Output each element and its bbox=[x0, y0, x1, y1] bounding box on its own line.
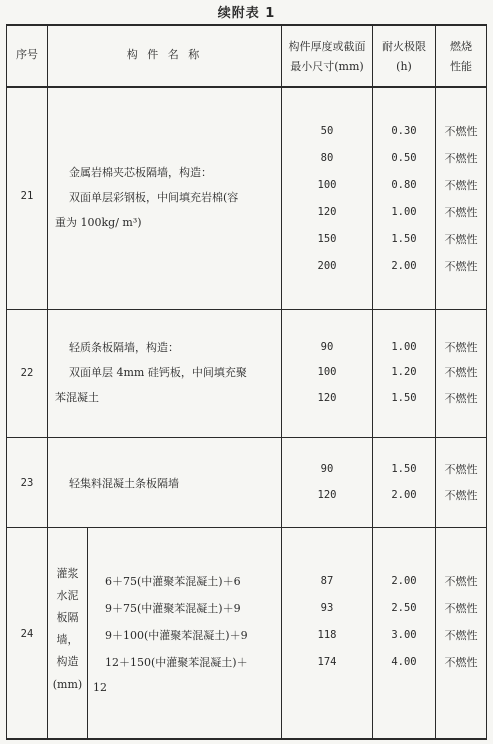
row-23-seq: 23 bbox=[20, 477, 34, 489]
row-24-thickness: 118 bbox=[317, 629, 337, 641]
row-divider bbox=[7, 309, 486, 310]
row-24-label-line: (mm) bbox=[52, 678, 83, 691]
row-21-thickness: 80 bbox=[320, 152, 334, 164]
row-22-burn: 不燃性 bbox=[444, 366, 478, 379]
row-22-desc-line2: 双面单层 4mm 硅钙板，中间填充聚 bbox=[69, 366, 247, 379]
header-divider bbox=[7, 86, 486, 88]
row-21-fire: 0.30 bbox=[391, 125, 417, 137]
header-thickness-line2: 最小尺寸(mm) bbox=[290, 60, 364, 73]
row-21-thickness: 100 bbox=[317, 179, 337, 191]
row-24-burn: 不燃性 bbox=[444, 575, 478, 588]
row-24-thickness: 93 bbox=[320, 602, 334, 614]
row-21-burn: 不燃性 bbox=[444, 152, 478, 165]
row-22-desc-line1: 轻质条板隔墙，构造： bbox=[69, 341, 179, 354]
row-21-thickness: 150 bbox=[317, 233, 337, 245]
row-24-burn: 不燃性 bbox=[444, 602, 478, 615]
row-21-burn: 不燃性 bbox=[444, 179, 478, 192]
row-24-label-line: 板隔 bbox=[56, 611, 79, 624]
row-21-desc-line2: 双面单层彩钢板，中间填充岩棉(容 bbox=[69, 191, 239, 204]
row-21-burn: 不燃性 bbox=[444, 260, 478, 273]
row-24-fire: 4.00 bbox=[391, 656, 417, 668]
row-divider bbox=[7, 527, 486, 528]
row-21-thickness: 50 bbox=[320, 125, 334, 137]
header-fire-line2: (h) bbox=[396, 60, 412, 73]
row-21-desc-line3: 重为 100kg/ m³) bbox=[55, 216, 142, 229]
row-24-desc-line: 9＋100(中灌聚苯混凝土)＋9 bbox=[105, 629, 248, 642]
row-24-fire: 2.00 bbox=[391, 575, 417, 587]
row-21-burn: 不燃性 bbox=[444, 125, 478, 138]
row-24-burn: 不燃性 bbox=[444, 629, 478, 642]
row-22-thickness: 100 bbox=[317, 366, 337, 378]
header-thickness-line1: 构件厚度或截面 bbox=[288, 40, 366, 53]
row-22-thickness: 90 bbox=[320, 341, 334, 353]
row-21-fire: 1.50 bbox=[391, 233, 417, 245]
row-24-label-line: 灌浆 bbox=[56, 567, 79, 580]
header-seq: 序号 bbox=[16, 48, 38, 61]
fire-resistance-table bbox=[6, 24, 487, 740]
row-divider bbox=[7, 437, 486, 438]
row-24-label-line: 水泥 bbox=[56, 589, 79, 602]
row-21-thickness: 120 bbox=[317, 206, 337, 218]
header-burn-line1: 燃烧 bbox=[450, 40, 472, 53]
row-23-burn: 不燃性 bbox=[444, 489, 478, 502]
row-21-fire: 0.80 bbox=[391, 179, 417, 191]
row-24-desc-line: 12 bbox=[93, 681, 107, 694]
row-22-thickness: 120 bbox=[317, 392, 337, 404]
row-24-fire: 3.00 bbox=[391, 629, 417, 641]
row-21-desc-line1: 金属岩棉夹芯板隔墙，构造： bbox=[69, 166, 212, 179]
row-21-fire: 0.50 bbox=[391, 152, 417, 164]
row-22-fire: 1.00 bbox=[391, 341, 417, 353]
row-23-fire: 1.50 bbox=[391, 463, 417, 475]
header-burn-line2: 性能 bbox=[450, 60, 472, 73]
row-23-desc: 轻集料混凝土条板隔墙 bbox=[69, 477, 179, 490]
row-21-burn: 不燃性 bbox=[444, 233, 478, 246]
row-21-fire: 2.00 bbox=[391, 260, 417, 272]
row-21-thickness: 200 bbox=[317, 260, 337, 272]
row-22-fire: 1.20 bbox=[391, 366, 417, 378]
row-23-burn: 不燃性 bbox=[444, 463, 478, 476]
row-22-seq: 22 bbox=[20, 367, 34, 379]
row-24-fire: 2.50 bbox=[391, 602, 417, 614]
header-component: 构 件 名 称 bbox=[126, 48, 203, 61]
row-23-thickness: 120 bbox=[317, 489, 337, 501]
row-24-seq: 24 bbox=[20, 628, 34, 640]
row-24-desc-line: 6＋75(中灌聚苯混凝土)＋6 bbox=[105, 575, 241, 588]
row-22-desc-line3: 苯混凝土 bbox=[55, 391, 99, 404]
row-21-seq: 21 bbox=[20, 190, 34, 202]
row-23-fire: 2.00 bbox=[391, 489, 417, 501]
row-24-label-line: 墙， bbox=[56, 633, 79, 646]
row-22-burn: 不燃性 bbox=[444, 341, 478, 354]
row-24-label-line: 构造 bbox=[56, 655, 79, 668]
row-21-burn: 不燃性 bbox=[444, 206, 478, 219]
row-22-burn: 不燃性 bbox=[444, 392, 478, 405]
header-fire-line1: 耐火极限 bbox=[382, 40, 426, 53]
row-24-desc-line: 9＋75(中灌聚苯混凝土)＋9 bbox=[105, 602, 241, 615]
row-21-fire: 1.00 bbox=[391, 206, 417, 218]
row-24-desc-line: 12＋150(中灌聚苯混凝土)＋ bbox=[105, 656, 248, 669]
column-divider bbox=[87, 528, 88, 740]
row-24-thickness: 174 bbox=[317, 656, 337, 668]
row-23-thickness: 90 bbox=[320, 463, 334, 475]
row-24-burn: 不燃性 bbox=[444, 656, 478, 669]
page-title: 续附表 1 bbox=[217, 6, 276, 21]
row-22-fire: 1.50 bbox=[391, 392, 417, 404]
row-24-thickness: 87 bbox=[320, 575, 334, 587]
